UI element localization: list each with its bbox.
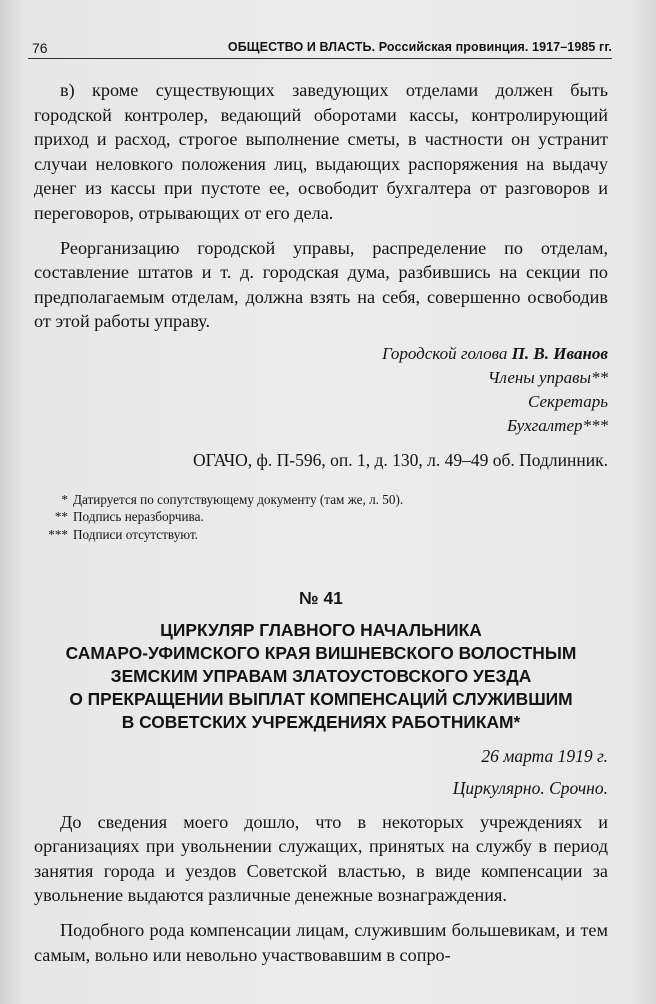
document-number: № 41: [299, 588, 343, 609]
mayor-name: П. В. Иванов: [511, 343, 608, 363]
document-mark: Циркулярно. Срочно.: [452, 777, 608, 798]
paragraph-2: Подобного рода компенсации лицам, служившим большевикам, и тем самым, вольно или невольно участвовавшим в сопро-: [34, 920, 608, 965]
footnotes: [38, 491, 608, 544]
mayor-title: Городской голова: [382, 343, 508, 363]
running-title: ОБЩЕСТВО И ВЛАСТЬ. Российская провинция. 1917–1985 гг.: [227, 40, 612, 54]
title-line: В СОВЕТСКИХ УЧРЕЖДЕНИЯХ РАБОТНИКАМ*: [121, 712, 521, 733]
paragraph-controller: в) кроме существующих заведующих отделами должен быть городской контролер, ведающий оборотами кассы, контролирующий приход и расход, строгое выполнение сметы, в частности он устранит случаи неловкого положения лиц, выдающих распоряжения на выдачу денег из кассы при пустоте ее, освободит бухгалтера от разговоров и переговоров, отрывающих от его дела.: [34, 80, 608, 223]
footnote: * Датируется по сопутствующему документу (там же, л. 50).: [61, 491, 404, 507]
signature-secretary: Секретарь: [528, 391, 608, 411]
title-line: САМАРО-УФИМСКОГО КРАЯ ВИШНЕВСКОГО ВОЛОСТНЫМ: [65, 642, 577, 663]
footnote: *** Подписи отсутствуют.: [48, 526, 199, 542]
title-line: ЦИРКУЛЯР ГЛАВНОГО НАЧАЛЬНИКА: [160, 619, 482, 640]
signature-members: Члены управы**: [487, 367, 608, 387]
title-line: О ПРЕКРАЩЕНИИ ВЫПЛАТ КОМПЕНСАЦИЙ СЛУЖИВШИМ: [69, 689, 573, 710]
document-date: 26 марта 1919 г.: [481, 745, 608, 766]
signature-block: [34, 342, 608, 438]
document-title: [34, 619, 608, 735]
page-number: 76: [32, 40, 48, 56]
title-line: ЗЕМСКИМ УПРАВАМ ЗЛАТОУСТОВСКОГО УЕЗДА: [110, 666, 532, 687]
footnote: ** Подпись неразборчива.: [54, 509, 204, 525]
running-header: [28, 36, 612, 59]
signature-accountant: Бухгалтер***: [506, 415, 608, 435]
page-body: [34, 78, 608, 967]
signature-mayor: [34, 342, 608, 366]
paragraph-1: До сведения моего дошло, что в некоторых учреждениях и организациях при увольнении служащих, принятых на службу в период занятия города и уездов Советской властью, в виде компенсации за увольнение выдаются различные денежные вознаграждения.: [34, 811, 608, 906]
paragraph-reorganization: Реорганизацию городской управы, распределение по отделам, составление штатов и т. д. городская дума, разбившись на секции по предполагаемым отделам, должна взять на себя, совершенно освободив от этой работы управу.: [34, 237, 608, 332]
archive-source: ОГАЧО, ф. П-596, оп. 1, д. 130, л. 49–49 об. Подлинник.: [192, 449, 608, 470]
